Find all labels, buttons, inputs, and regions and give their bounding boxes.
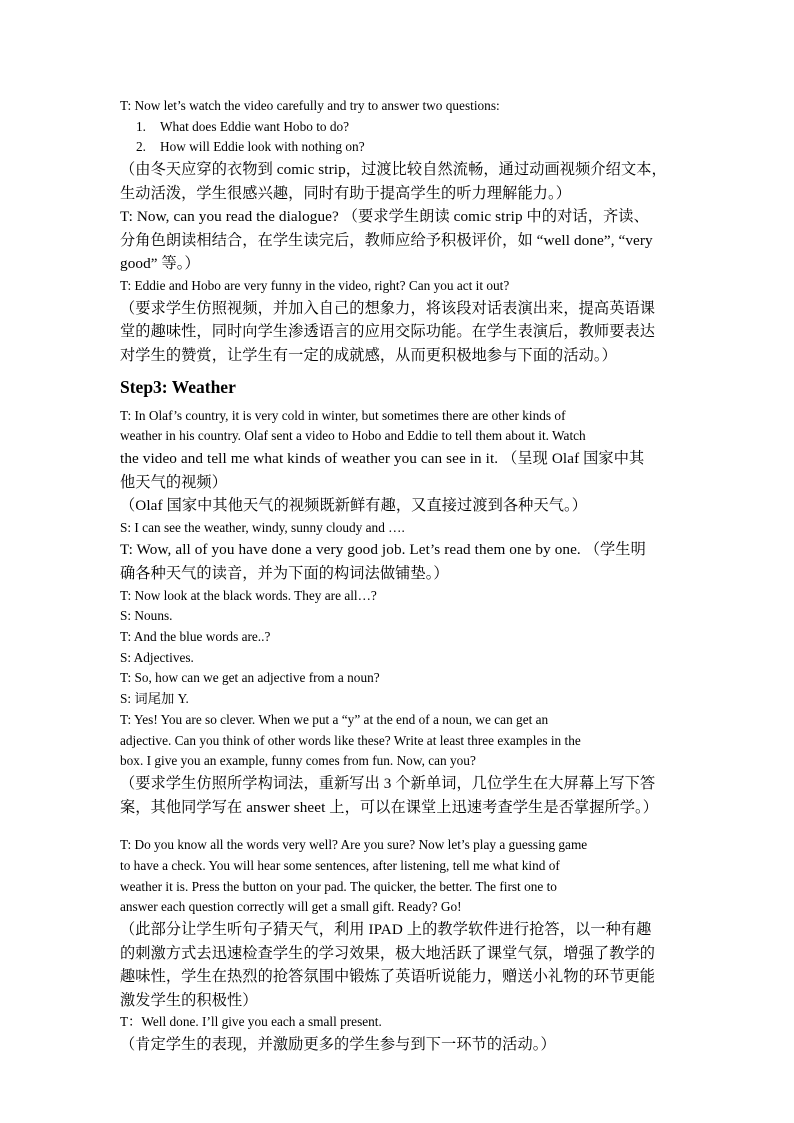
- teacher-line: T: Wow, all of you have done a very good job. Let’s read them one by one. （学生明: [120, 541, 646, 559]
- section-heading: Step3: Weather: [120, 376, 236, 397]
- teacher-line: weather it is. Press the button on your pad. The quicker, the better. The first one to: [120, 878, 557, 894]
- note-line: 激发学生的积极性）: [120, 991, 258, 1009]
- note-line: 分角色朗读相结合，在学生读完后，教师应给予积极评价，如 “well done”, “very: [120, 231, 653, 249]
- note-line: 案，其他同学写在 answer sheet 上，可以在课堂上迅速考查学生是否掌握所学。）: [120, 798, 659, 816]
- note-line: 生动活泼，学生很感兴趣，同时有助于提高学生的听力理解能力。）: [120, 184, 572, 202]
- teacher-line: T: Now look at the black words. They are all…?: [120, 587, 377, 603]
- note-line: 趣味性，学生在热烈的抢答氛围中锻炼了英语听说能力，赠送小礼物的环节更能: [120, 968, 656, 986]
- student-line: S: Nouns.: [120, 608, 173, 624]
- teacher-line: box. I give you an example, funny comes from fun. Now, can you?: [120, 753, 476, 769]
- note-line: 对学生的赞赏，让学生有一定的成就感，从而更积极地参与下面的活动。）: [120, 346, 617, 364]
- teacher-line: T: In Olaf’s country, it is very cold in winter, but sometimes there are other kinds of: [120, 407, 566, 423]
- teacher-line: weather in his country. Olaf sent a video to Hobo and Eddie to tell them about it. Watch: [120, 428, 586, 444]
- teacher-line: answer each question correctly will get a small gift. Ready? Go!: [120, 899, 462, 915]
- document-page: [120, 96, 676, 1057]
- student-line: S: Adjectives.: [120, 649, 194, 665]
- teacher-line: T: Eddie and Hobo are very funny in the video, right? Can you act it out?: [120, 278, 510, 294]
- note-line: （Olaf 国家中其他天气的视频既新鲜有趣，又直接过渡到各种天气。）: [120, 497, 588, 515]
- student-line: S: I can see the weather, windy, sunny cloudy and ….: [120, 519, 405, 535]
- teacher-line: T: Now let’s watch the video carefully and try to answer two questions:: [120, 98, 500, 113]
- question-item-1: [120, 117, 676, 138]
- question-item-2: [120, 137, 676, 158]
- teacher-line: T: And the blue words are..?: [120, 629, 271, 645]
- note-line: 他天气的视频）: [120, 473, 228, 491]
- teacher-line: T: Now, can you read the dialogue? （要求学生朗读 comic strip 中的对话，齐读、: [120, 208, 649, 226]
- question-number: 1.: [136, 118, 146, 134]
- student-line: S: 词尾加 Y.: [120, 691, 189, 707]
- note-line: （要求学生仿照所学构词法，重新写出 3 个新单词，几位学生在大屏幕上写下答: [120, 774, 656, 792]
- question-text: How will Eddie look with nothing on?: [160, 139, 365, 155]
- question-text: What does Eddie want Hobo to do?: [160, 118, 350, 134]
- paragraph-gap: [120, 819, 676, 835]
- teacher-line: adjective. Can you think of other words like these? Write at least three examples in the: [120, 732, 581, 748]
- note-line: （要求学生仿照视频，并加入自己的想象力，将该段对话表演出来，提高英语课: [120, 299, 656, 317]
- note-line: （由冬天应穿的衣物到 comic strip，过渡比较自然流畅，通过动画视频介绍文本，: [120, 161, 667, 179]
- note-line: （肯定学生的表现，并激励更多的学生参与到下一环节的活动。）: [120, 1036, 556, 1054]
- teacher-line: T: Yes! You are so clever. When we put a “y” at the end of a noun, we can get an: [120, 711, 549, 727]
- teacher-line: T: Do you know all the words very well? Are you sure? Now let’s play a guessing game: [120, 837, 588, 853]
- question-number: 2.: [136, 139, 146, 155]
- teacher-line: T：Well done. I’ll give you each a small present.: [120, 1014, 382, 1030]
- note-line: 堂的趣味性，同时向学生渗透语言的应用交际功能。在学生表演后，教师要表达: [120, 323, 656, 341]
- note-line: good” 等。）: [120, 255, 200, 273]
- note-line: 的刺激方式去迅速检查学生的学习效果，极大地活跃了课堂气氛，增强了教学的: [120, 944, 656, 962]
- teacher-line: T: So, how can we get an adjective from a noun?: [120, 670, 380, 686]
- note-line: 确各种天气的读音，并为下面的构词法做铺垫。）: [120, 565, 449, 583]
- note-line: （此部分让学生听句子猜天气，利用 IPAD 上的教学软件进行抢答，以一种有趣: [120, 920, 652, 938]
- teacher-line: the video and tell me what kinds of weather you can see in it. （呈现 Olaf 国家中其: [120, 449, 645, 467]
- teacher-line: to have a check. You will hear some sentences, after listening, tell me what kind of: [120, 857, 560, 873]
